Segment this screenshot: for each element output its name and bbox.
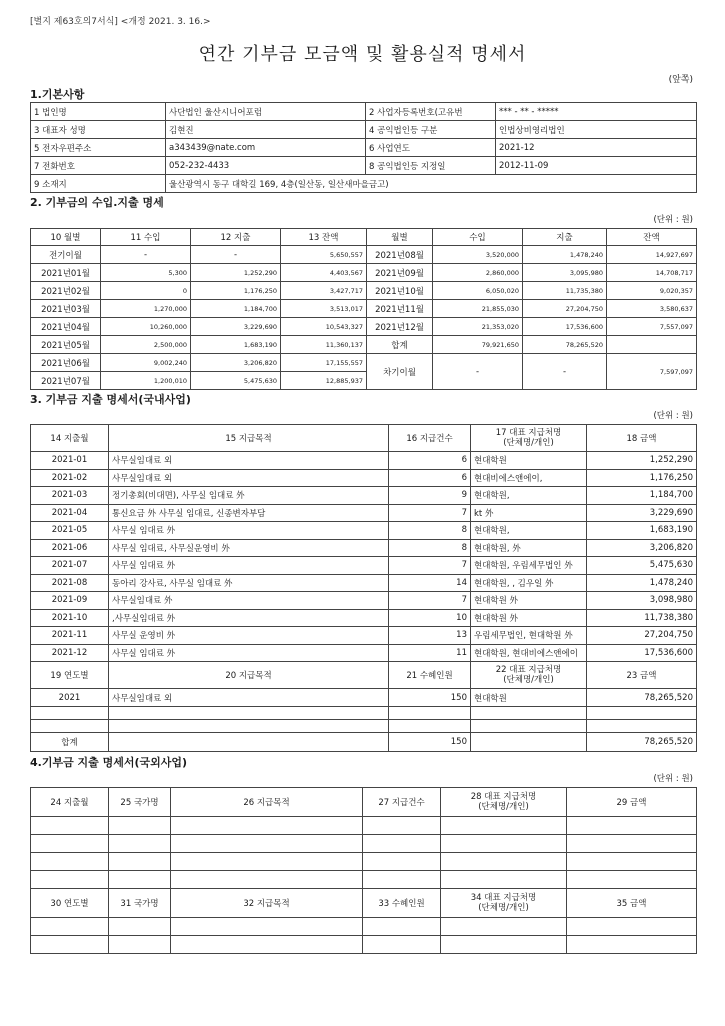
empty-cell: [567, 871, 697, 889]
section3-heading: 3. 기부금 지출 명세서(국내사업): [30, 393, 191, 406]
field-value: 052-232-4433: [166, 157, 366, 175]
month-cell: 2021년02월: [31, 282, 101, 300]
empty-cell: [31, 853, 109, 871]
purpose-cell: 사무실임대료 외: [109, 452, 389, 470]
column-header: [441, 889, 567, 918]
purpose-cell: 사무실 임대료 外: [109, 557, 389, 575]
column-header: 24 지출월: [31, 788, 109, 817]
section4-heading: 4.기부금 지출 명세서(국외사업): [30, 756, 188, 769]
table-row: [31, 354, 697, 372]
count-cell: 9: [389, 487, 471, 505]
field-label: 6 사업연도: [366, 139, 496, 157]
balance-cell: [607, 336, 697, 354]
field-value: 2021-12: [496, 139, 697, 157]
total-label: 합계: [31, 733, 109, 752]
empty-cell: [587, 707, 697, 720]
payee-cell: 현대학원 外: [471, 592, 587, 610]
column-header: 월별: [367, 229, 433, 246]
column-header: 15 지급목적: [109, 425, 389, 452]
table-row: [31, 627, 697, 645]
table-row: [31, 157, 697, 175]
year-cell: 2021: [31, 689, 109, 707]
column-header: 13 잔액: [281, 229, 367, 246]
month-cell: 2021년05월: [31, 336, 101, 354]
header-line: (단체명/개인): [478, 903, 529, 913]
table-row: [31, 557, 697, 575]
header-row: [31, 889, 697, 918]
form-reference: [별지 제63호의7서식] <개정 2021. 3. 16.>: [30, 17, 211, 27]
carry-balance: 7,597,097: [607, 354, 697, 390]
table-row: [31, 644, 697, 662]
count-cell: 6: [389, 452, 471, 470]
balance-cell: 10,543,327: [281, 318, 367, 336]
month-cell: 2021-08: [31, 574, 109, 592]
column-header: 27 지급건수: [363, 788, 441, 817]
table-row: [31, 103, 697, 121]
expense-cell: 1,478,240: [523, 246, 607, 264]
column-header: [471, 425, 587, 452]
address-label: 9 소재지: [31, 175, 166, 193]
income-cell: 1,200,010: [101, 372, 191, 390]
column-header: 12 지출: [191, 229, 281, 246]
month-cell: 전기이월: [31, 246, 101, 264]
month-cell: 2021년04월: [31, 318, 101, 336]
empty-cell: [171, 817, 363, 835]
empty-cell: [363, 936, 441, 954]
month-cell: 합계: [367, 336, 433, 354]
purpose-cell: 사무실임대료 外: [109, 592, 389, 610]
empty-row: [31, 835, 697, 853]
purpose-cell: 정기총회(비대면), 사무실 임대료 外: [109, 487, 389, 505]
month-cell: 2021-01: [31, 452, 109, 470]
balance-cell: 17,155,557: [281, 354, 367, 372]
column-header: 16 지급건수: [389, 425, 471, 452]
empty-cell: [109, 707, 389, 720]
empty-row: [31, 853, 697, 871]
address-row: [31, 175, 697, 193]
table-row: [31, 246, 697, 264]
purpose-cell: 사무실 임대료 外: [109, 522, 389, 540]
expense-cell: 1,184,700: [191, 300, 281, 318]
count-cell: 8: [389, 539, 471, 557]
table-row: [31, 487, 697, 505]
header-row: [31, 788, 697, 817]
empty-row: [31, 871, 697, 889]
count-cell: 150: [389, 689, 471, 707]
header-line: (단체명/개인): [503, 438, 554, 448]
income-cell: -: [101, 246, 191, 264]
column-header: [471, 662, 587, 689]
purpose-cell: ,사무실임대료 外: [109, 609, 389, 627]
month-cell: 2021년03월: [31, 300, 101, 318]
payee-cell: 현대학원, 우림세무법인 外: [471, 557, 587, 575]
empty-row: [31, 918, 697, 936]
header-line: (단체명/개인): [478, 802, 529, 812]
expense-cell: 1,683,190: [191, 336, 281, 354]
empty-cell: [171, 853, 363, 871]
header-row: [31, 229, 697, 246]
empty-cell: [441, 835, 567, 853]
empty-cell: [31, 936, 109, 954]
expense-cell: 1,252,290: [191, 264, 281, 282]
column-header: 25 국가명: [109, 788, 171, 817]
amount-cell: 3,229,690: [587, 504, 697, 522]
income-expense-table: [30, 228, 697, 390]
column-header: 11 수입: [101, 229, 191, 246]
empty-cell: [171, 835, 363, 853]
month-cell: 2021년12월: [367, 318, 433, 336]
payee-cell: 현대학원: [471, 452, 587, 470]
payee-cell: 현대학원, 현대비에스앤에이: [471, 644, 587, 662]
empty-cell: [389, 707, 471, 720]
amount-cell: 1,478,240: [587, 574, 697, 592]
payee-cell: 현대비에스앤에이,: [471, 469, 587, 487]
year-row: [31, 689, 697, 707]
amount-cell: 78,265,520: [587, 689, 697, 707]
amount-cell: 5,475,630: [587, 557, 697, 575]
month-cell: 2021-05: [31, 522, 109, 540]
table-row: [31, 318, 697, 336]
empty-cell: [109, 936, 171, 954]
amount-cell: 3,206,820: [587, 539, 697, 557]
empty-cell: [567, 817, 697, 835]
amount-cell: 1,184,700: [587, 487, 697, 505]
empty-cell: [109, 853, 171, 871]
payee-cell: 우림세무법인, 현대학원 外: [471, 627, 587, 645]
empty-cell: [441, 871, 567, 889]
empty-row: [31, 720, 697, 733]
month-cell: 2021년08월: [367, 246, 433, 264]
document-title: 연간 기부금 모금액 및 활용실적 명세서: [198, 44, 527, 65]
table-row: [31, 121, 697, 139]
amount-cell: 17,536,600: [587, 644, 697, 662]
payee-cell: 현대학원,: [471, 522, 587, 540]
empty-row: [31, 817, 697, 835]
field-value: 김현진: [166, 121, 366, 139]
header-line: 28 대표 지급처명: [470, 792, 537, 802]
expense-cell: 5,475,630: [191, 372, 281, 390]
month-cell: 2021-11: [31, 627, 109, 645]
empty-cell: [567, 918, 697, 936]
table-row: [31, 469, 697, 487]
count-cell: 10: [389, 609, 471, 627]
count-cell: 7: [389, 557, 471, 575]
column-header: [441, 788, 567, 817]
income-cell: 21,855,030: [433, 300, 523, 318]
column-header: 지출: [523, 229, 607, 246]
month-cell: 2021-04: [31, 504, 109, 522]
field-label: 3 대표자 성명: [31, 121, 166, 139]
header-row: [31, 425, 697, 452]
balance-cell: 14,927,697: [607, 246, 697, 264]
empty-cell: [109, 720, 389, 733]
count-cell: 7: [389, 504, 471, 522]
month-cell: 2021년06월: [31, 354, 101, 372]
domestic-expense-table: [30, 424, 697, 752]
expense-cell: 17,536,600: [523, 318, 607, 336]
table-row: [31, 609, 697, 627]
empty-row: [31, 707, 697, 720]
table-row: [31, 539, 697, 557]
expense-cell: 3,095,980: [523, 264, 607, 282]
carry-expense: -: [523, 354, 607, 390]
count-cell: 13: [389, 627, 471, 645]
field-label: 7 전화번호: [31, 157, 166, 175]
column-header: 20 지급목적: [109, 662, 389, 689]
balance-cell: 9,020,357: [607, 282, 697, 300]
empty-cell: [171, 936, 363, 954]
empty-cell: [587, 720, 697, 733]
expense-cell: 78,265,520: [523, 336, 607, 354]
purpose-cell: 사무실 임대료 外: [109, 644, 389, 662]
expense-cell: 27,204,750: [523, 300, 607, 318]
income-cell: 9,002,240: [101, 354, 191, 372]
empty-cell: [31, 835, 109, 853]
balance-cell: 11,360,137: [281, 336, 367, 354]
column-header: 26 지급목적: [171, 788, 363, 817]
empty-cell: [31, 720, 109, 733]
income-cell: 6,050,020: [433, 282, 523, 300]
month-cell: 2021년11월: [367, 300, 433, 318]
income-cell: 79,921,650: [433, 336, 523, 354]
empty-cell: [567, 936, 697, 954]
empty-cell: [109, 835, 171, 853]
field-value: *** - ** - *****: [496, 103, 697, 121]
empty-cell: [441, 936, 567, 954]
empty-cell: [363, 835, 441, 853]
balance-cell: 14,708,717: [607, 264, 697, 282]
field-label: 8 공익법인등 지정일: [366, 157, 496, 175]
column-header: 23 금액: [587, 662, 697, 689]
empty-cell: [363, 853, 441, 871]
carry-label: 차기이월: [367, 354, 433, 390]
empty-cell: [109, 817, 171, 835]
column-header: 33 수혜인원: [363, 889, 441, 918]
balance-cell: 12,885,937: [281, 372, 367, 390]
total-amount: 78,265,520: [587, 733, 697, 752]
amount-cell: 1,252,290: [587, 452, 697, 470]
payee-cell: kt 外: [471, 504, 587, 522]
column-header: 21 수혜인원: [389, 662, 471, 689]
empty-cell: [389, 720, 471, 733]
amount-cell: 1,176,250: [587, 469, 697, 487]
balance-cell: 5,650,557: [281, 246, 367, 264]
count-cell: 7: [389, 592, 471, 610]
empty-cell: [441, 918, 567, 936]
purpose-cell: 사무실 운영비 外: [109, 627, 389, 645]
total-count: 150: [389, 733, 471, 752]
empty-cell: [109, 733, 389, 752]
address-value: 울산광역시 동구 대학길 169, 4층(일산동, 일산새마을금고): [166, 175, 697, 193]
month-cell: 2021년01월: [31, 264, 101, 282]
basic-info-table: [30, 102, 697, 193]
header-row: [31, 662, 697, 689]
table-row: [31, 504, 697, 522]
amount-cell: 11,738,380: [587, 609, 697, 627]
table-row: [31, 282, 697, 300]
amount-cell: 3,098,980: [587, 592, 697, 610]
table-row: [31, 452, 697, 470]
income-cell: 10,260,000: [101, 318, 191, 336]
column-header: 30 연도별: [31, 889, 109, 918]
expense-cell: 3,229,690: [191, 318, 281, 336]
section2-unit: (단위 : 원): [653, 215, 693, 225]
purpose-cell: 사무실임대료 외: [109, 469, 389, 487]
payee-cell: 현대학원, 外: [471, 539, 587, 557]
empty-cell: [441, 853, 567, 871]
column-header: 31 국가명: [109, 889, 171, 918]
empty-cell: [471, 733, 587, 752]
count-cell: 11: [389, 644, 471, 662]
expense-cell: 11,735,380: [523, 282, 607, 300]
empty-cell: [109, 918, 171, 936]
month-cell: 2021-10: [31, 609, 109, 627]
empty-cell: [471, 707, 587, 720]
section2-heading: 2. 기부금의 수입.지출 명세: [30, 196, 164, 209]
month-cell: 2021-12: [31, 644, 109, 662]
table-row: [31, 336, 697, 354]
empty-cell: [171, 918, 363, 936]
expense-cell: -: [191, 246, 281, 264]
month-cell: 2021년07월: [31, 372, 101, 390]
column-header: 32 지급목적: [171, 889, 363, 918]
income-cell: 2,500,000: [101, 336, 191, 354]
month-cell: 2021년09월: [367, 264, 433, 282]
column-header: 35 금액: [567, 889, 697, 918]
empty-cell: [31, 707, 109, 720]
month-cell: 2021-02: [31, 469, 109, 487]
purpose-cell: 사무실임대료 외: [109, 689, 389, 707]
month-cell: 2021-07: [31, 557, 109, 575]
empty-cell: [31, 918, 109, 936]
column-header: 19 연도별: [31, 662, 109, 689]
expense-cell: 3,206,820: [191, 354, 281, 372]
column-header: 수입: [433, 229, 523, 246]
purpose-cell: 동아리 강사료, 사무실 임대료 外: [109, 574, 389, 592]
balance-cell: 4,403,567: [281, 264, 367, 282]
table-row: [31, 592, 697, 610]
balance-cell: 3,580,637: [607, 300, 697, 318]
field-value: 인법상비영리법인: [496, 121, 697, 139]
balance-cell: 3,427,717: [281, 282, 367, 300]
empty-cell: [171, 871, 363, 889]
empty-cell: [441, 817, 567, 835]
payee-cell: 현대학원 外: [471, 609, 587, 627]
income-cell: 21,353,020: [433, 318, 523, 336]
empty-cell: [471, 720, 587, 733]
income-cell: 1,270,000: [101, 300, 191, 318]
empty-row: [31, 936, 697, 954]
month-cell: 2021-03: [31, 487, 109, 505]
month-cell: 2021-06: [31, 539, 109, 557]
column-header: 잔액: [607, 229, 697, 246]
column-header: 10 월별: [31, 229, 101, 246]
total-row: [31, 733, 697, 752]
payee-cell: 현대학원,: [471, 487, 587, 505]
count-cell: 14: [389, 574, 471, 592]
header-line: (단체명/개인): [503, 675, 554, 685]
field-value: a343439@nate.com: [166, 139, 366, 157]
balance-cell: 7,557,097: [607, 318, 697, 336]
empty-cell: [567, 853, 697, 871]
table-row: [31, 300, 697, 318]
empty-cell: [31, 817, 109, 835]
table-row: [31, 139, 697, 157]
count-cell: 6: [389, 469, 471, 487]
empty-cell: [31, 871, 109, 889]
section4-unit: (단위 : 원): [653, 774, 693, 784]
field-label: 2 사업자등록번호(고유번: [366, 103, 496, 121]
field-value: 2012-11-09: [496, 157, 697, 175]
front-page-mark: (앞쪽): [668, 75, 693, 85]
column-header: 18 금액: [587, 425, 697, 452]
field-label: 1 법인명: [31, 103, 166, 121]
column-header: 14 지출월: [31, 425, 109, 452]
header-line: 34 대표 지급처명: [470, 893, 537, 903]
field-label: 4 공익법인등 구분: [366, 121, 496, 139]
payee-cell: 현대학원, , 김우일 外: [471, 574, 587, 592]
purpose-cell: 통신요금 外 사무실 임대료, 신종변자부담: [109, 504, 389, 522]
column-header: 29 금액: [567, 788, 697, 817]
amount-cell: 27,204,750: [587, 627, 697, 645]
payee-cell: 현대학원: [471, 689, 587, 707]
empty-cell: [363, 871, 441, 889]
count-cell: 8: [389, 522, 471, 540]
carry-income: -: [433, 354, 523, 390]
table-row: [31, 574, 697, 592]
empty-cell: [567, 835, 697, 853]
amount-cell: 1,683,190: [587, 522, 697, 540]
balance-cell: 3,513,017: [281, 300, 367, 318]
table-row: [31, 264, 697, 282]
purpose-cell: 사무실 임대료, 사무실운영비 外: [109, 539, 389, 557]
header-line: 17 대표 지급처명: [495, 428, 562, 438]
empty-cell: [363, 817, 441, 835]
section3-unit: (단위 : 원): [653, 411, 693, 421]
overseas-expense-table: [30, 787, 697, 954]
income-cell: 5,300: [101, 264, 191, 282]
field-value: 사단법인 울산시니어포럼: [166, 103, 366, 121]
month-cell: 2021년10월: [367, 282, 433, 300]
empty-cell: [363, 918, 441, 936]
header-line: 22 대표 지급처명: [495, 665, 562, 675]
empty-cell: [109, 871, 171, 889]
section1-heading: 1.기본사항: [30, 88, 85, 101]
field-label: 5 전자우편주소: [31, 139, 166, 157]
month-cell: 2021-09: [31, 592, 109, 610]
table-row: [31, 522, 697, 540]
expense-cell: 1,176,250: [191, 282, 281, 300]
income-cell: 2,860,000: [433, 264, 523, 282]
income-cell: 0: [101, 282, 191, 300]
income-cell: 3,520,000: [433, 246, 523, 264]
